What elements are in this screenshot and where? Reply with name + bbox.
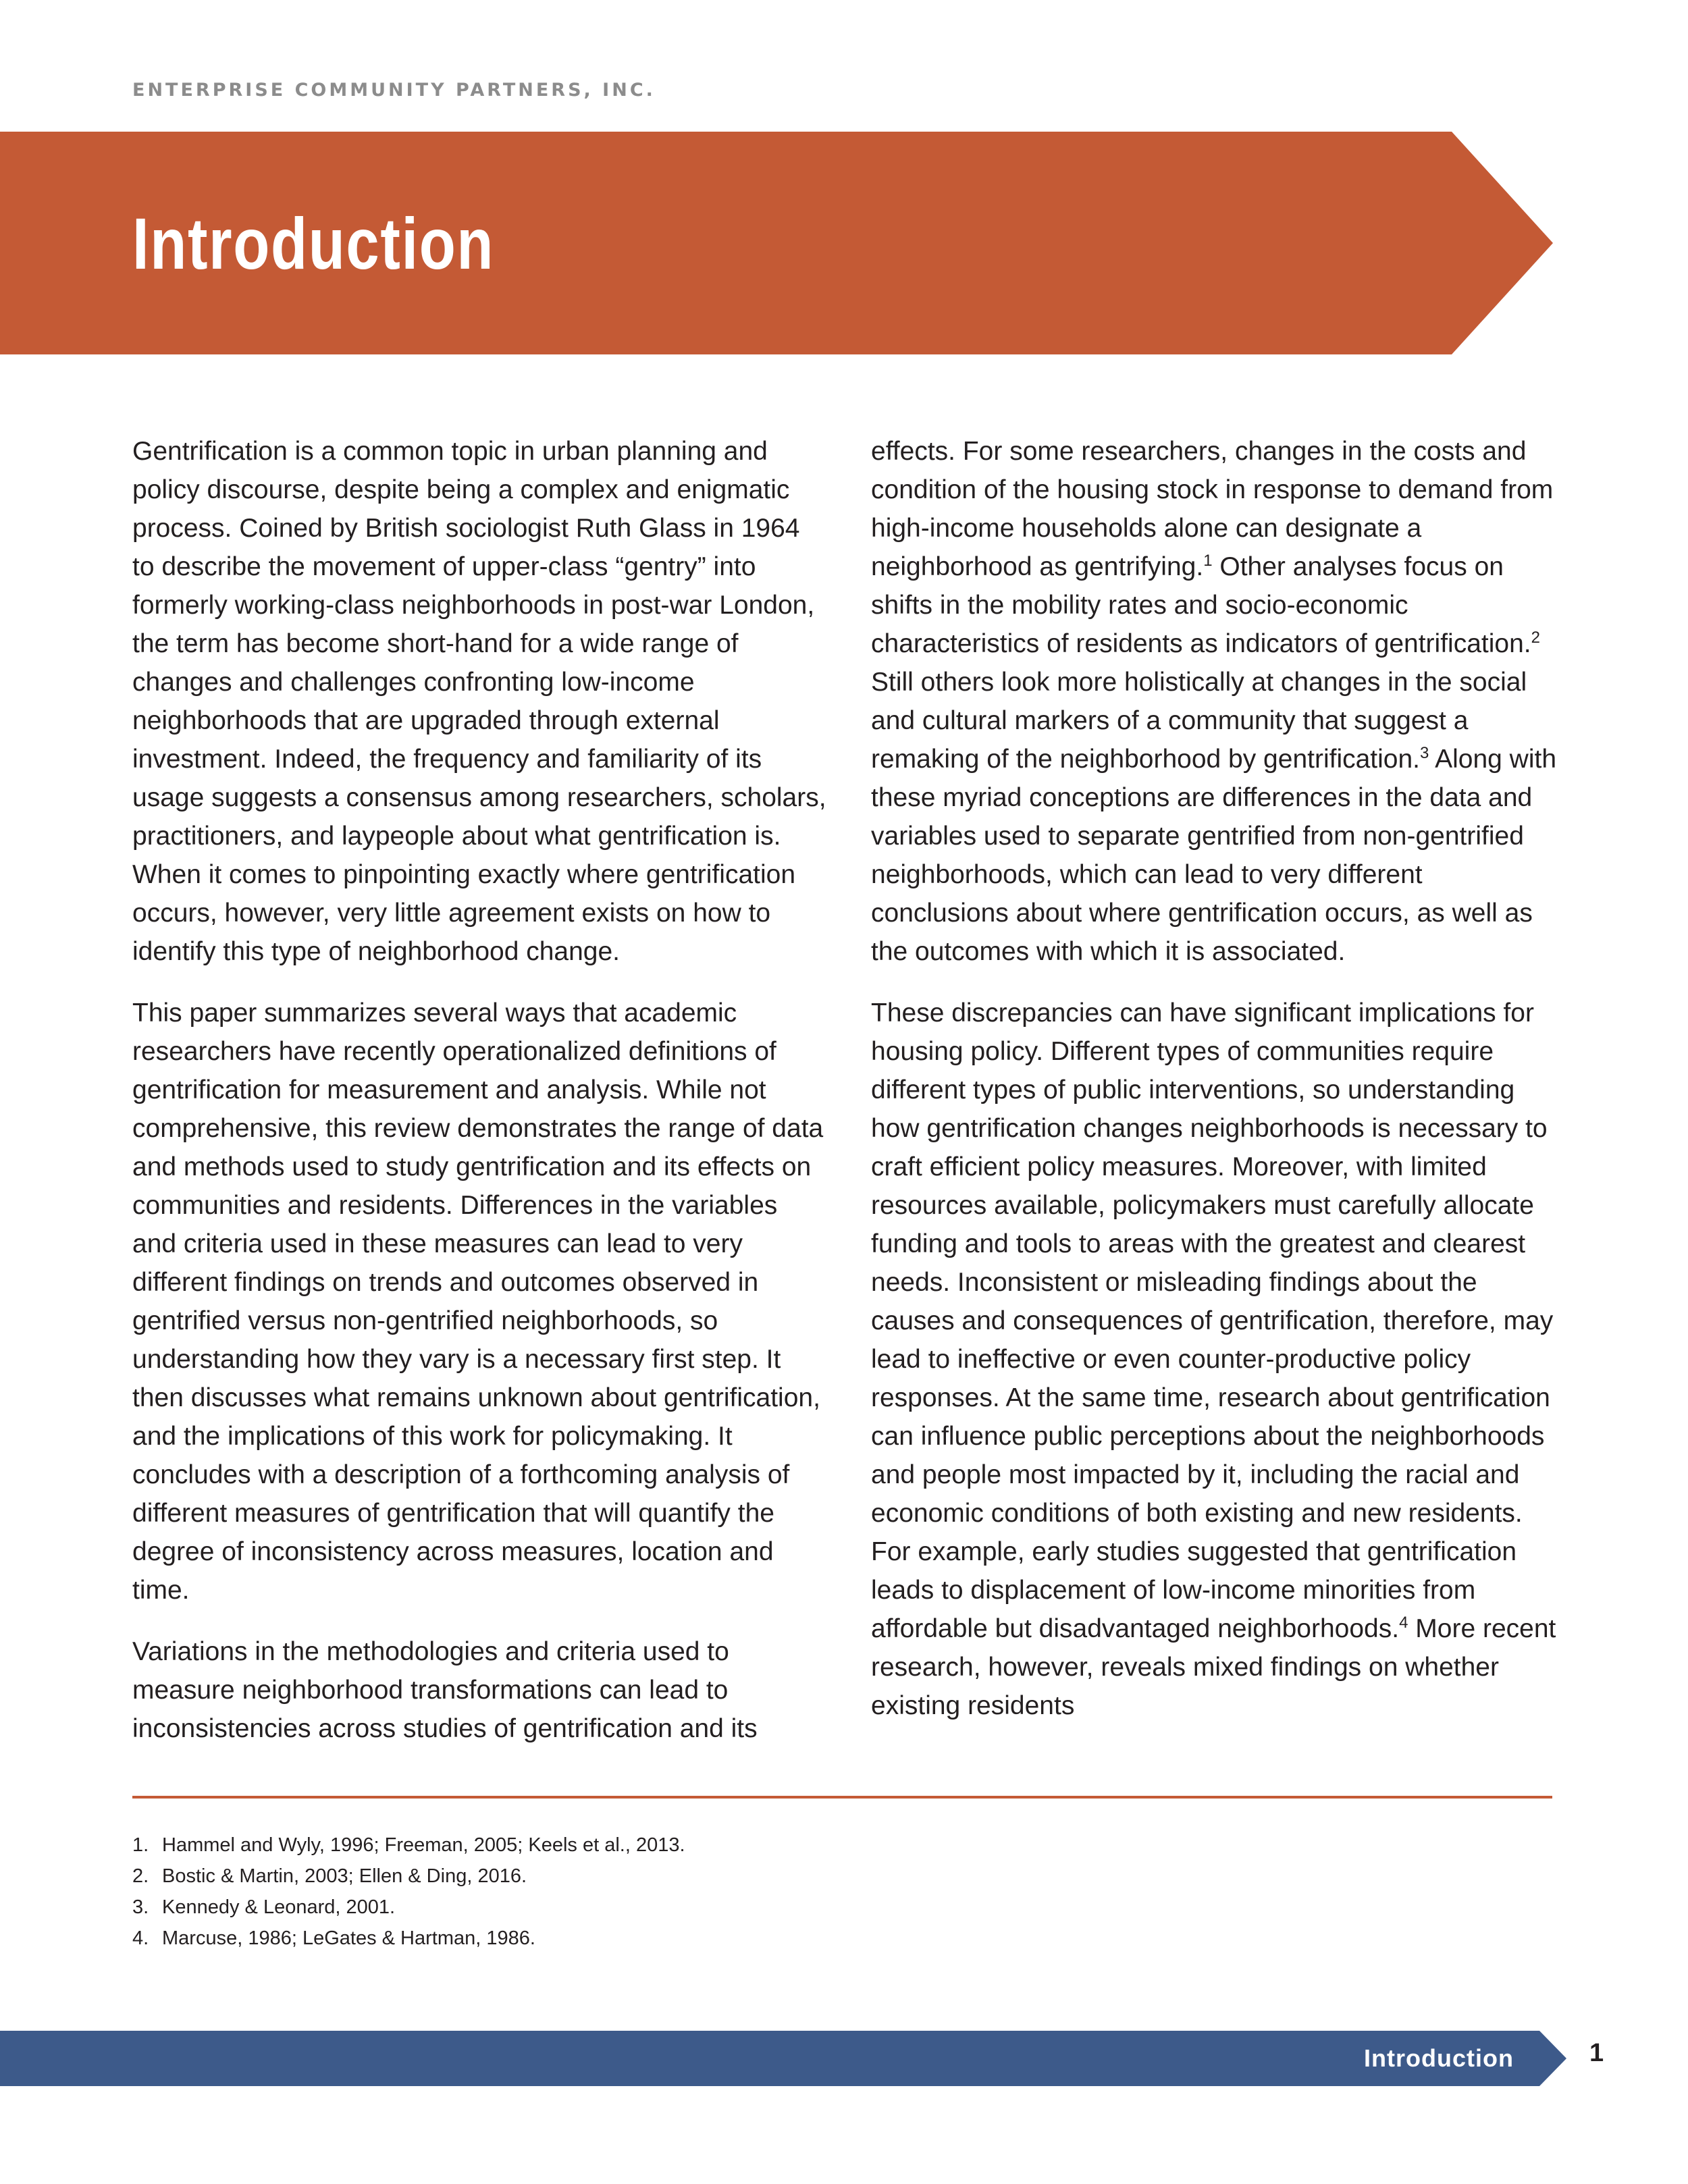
paragraph-text: Along with these myriad conceptions are differences in the data and variables used to separate gentrified from non-gentrified neighborhoods, which can lead to very different conclusions about where gentrification occurs, as well as the outcomes with which it is associated. bbox=[871, 745, 1557, 966]
footer-section-label: Introduction bbox=[1364, 2044, 1514, 2072]
section-title: Introduction bbox=[132, 203, 495, 284]
paragraph-text: This paper summarizes several ways that academic researchers have recently operationalized definitions of gentrification for measurement and analysis. While not comprehensive, this review demonstrates the range of data and methods used to study gentrification and its effects on communities and residents. Differences in the variables and criteria used in these measures can lead to very different findings on trends and outcomes observed in gentrified versus non-gentrified neighborhoods, so understanding how they vary is a necessary first step. It then discusses what remains unknown about gentrification, and the implications of this work for policymaking. It concludes with a description of a forthcoming analysis of different measures of gentrification that will quantify the degree of inconsistency across measures, location and time. bbox=[132, 998, 824, 1605]
footer-arrow-shape bbox=[0, 2031, 1566, 2086]
body-paragraph bbox=[132, 432, 828, 971]
footnote-number: 2. bbox=[132, 1865, 149, 1887]
footnote-reference: 4 bbox=[1399, 1614, 1408, 1632]
footnote-item bbox=[132, 1861, 685, 1892]
footnote-item bbox=[132, 1923, 685, 1954]
footnote-number: 3. bbox=[132, 1896, 149, 1918]
footnote-reference: 2 bbox=[1531, 629, 1540, 647]
body-paragraph bbox=[871, 432, 1566, 971]
body-paragraph bbox=[132, 1632, 828, 1748]
paragraph-text: Other analyses focus on shifts in the mobility rates and socio-economic characteristics of residents as indicators of gentrification. bbox=[871, 552, 1531, 658]
footnote-divider bbox=[132, 1796, 1552, 1799]
right-column bbox=[871, 432, 1566, 1748]
paragraph-text: These discrepancies can have significant implications for housing policy. Different types of communities require different types of public interventions, so understanding how gentrification changes neighborhoods is necessary to craft efficient policy measures. Moreover, with limited resources available, policymakers must carefully allocate funding and tools to areas with the greatest and clearest needs. Inconsistent or misleading findings about the causes and consequences of gentrification, therefore, may lead to ineffective or even counter-productive policy responses. At the same time, research about gentrification can influence public perceptions about the neighborhoods and people most impacted by it, including the racial and economic conditions of both existing and new residents. For example, early studies suggested that gentrification leads to displacement of low-income minorities from affordable but disadvantaged neighborhoods. bbox=[871, 998, 1554, 1643]
footnote-reference: 3 bbox=[1420, 744, 1429, 762]
page-number: 1 bbox=[1589, 2039, 1604, 2067]
left-column bbox=[132, 432, 828, 1771]
footnote-text: Marcuse, 1986; LeGates & Hartman, 1986. bbox=[162, 1927, 535, 1949]
footnote-text: Hammel and Wyly, 1996; Freeman, 2005; Keels et al., 2013. bbox=[162, 1834, 685, 1856]
footnote-number: 4. bbox=[132, 1927, 149, 1949]
paragraph-text: More recent research, however, reveals mixed findings on whether existing residents bbox=[871, 1614, 1556, 1720]
footer-bar bbox=[0, 2031, 1566, 2086]
section-banner bbox=[0, 132, 1553, 354]
footnote-item bbox=[132, 1830, 685, 1861]
paragraph-text: Still others look more holistically at changes in the social and cultural markers of a community that suggest a remaking of the neighborhood by gentrification. bbox=[871, 668, 1527, 774]
paragraph-text: effects. For some researchers, changes in the costs and condition of the housing stock in response to demand from high-income households alone can designate a neighborhood as gentrifying. bbox=[871, 437, 1554, 581]
footnote-text: Bostic & Martin, 2003; Ellen & Ding, 2016. bbox=[162, 1865, 527, 1887]
footnote-text: Kennedy & Leonard, 2001. bbox=[162, 1896, 396, 1918]
body-paragraph bbox=[132, 994, 828, 1609]
footnote-number: 1. bbox=[132, 1834, 149, 1856]
paragraph-text: Variations in the methodologies and criteria used to measure neighborhood transformations can lead to inconsistencies across studies of gentrification and its bbox=[132, 1637, 758, 1743]
body-paragraph bbox=[871, 994, 1566, 1725]
footnote-list bbox=[132, 1830, 685, 1954]
footnote-reference: 1 bbox=[1203, 552, 1213, 570]
paragraph-text: Gentrification is a common topic in urban planning and policy discourse, despite being a complex and enigmatic process. Coined by British sociologist Ruth Glass in 1964 to describe the movement of upper-class “gentry” into formerly working-class neighborhoods in post-war London, the term has become short-hand for a wide range of changes and challenges confronting low-income neighborhoods that are upgraded through external investment. Indeed, the frequency and familiarity of its usage suggests a consensus among researchers, scholars, practitioners, and laypeople about what gentrification is. When it comes to pinpointing exactly where gentrification occurs, however, very little agreement exists on how to identify this type of neighborhood change. bbox=[132, 437, 826, 966]
footnote-item bbox=[132, 1892, 685, 1923]
organization-header: ENTERPRISE COMMUNITY PARTNERS, INC. bbox=[132, 80, 656, 101]
footer-arrow-polygon bbox=[0, 2031, 1566, 2086]
